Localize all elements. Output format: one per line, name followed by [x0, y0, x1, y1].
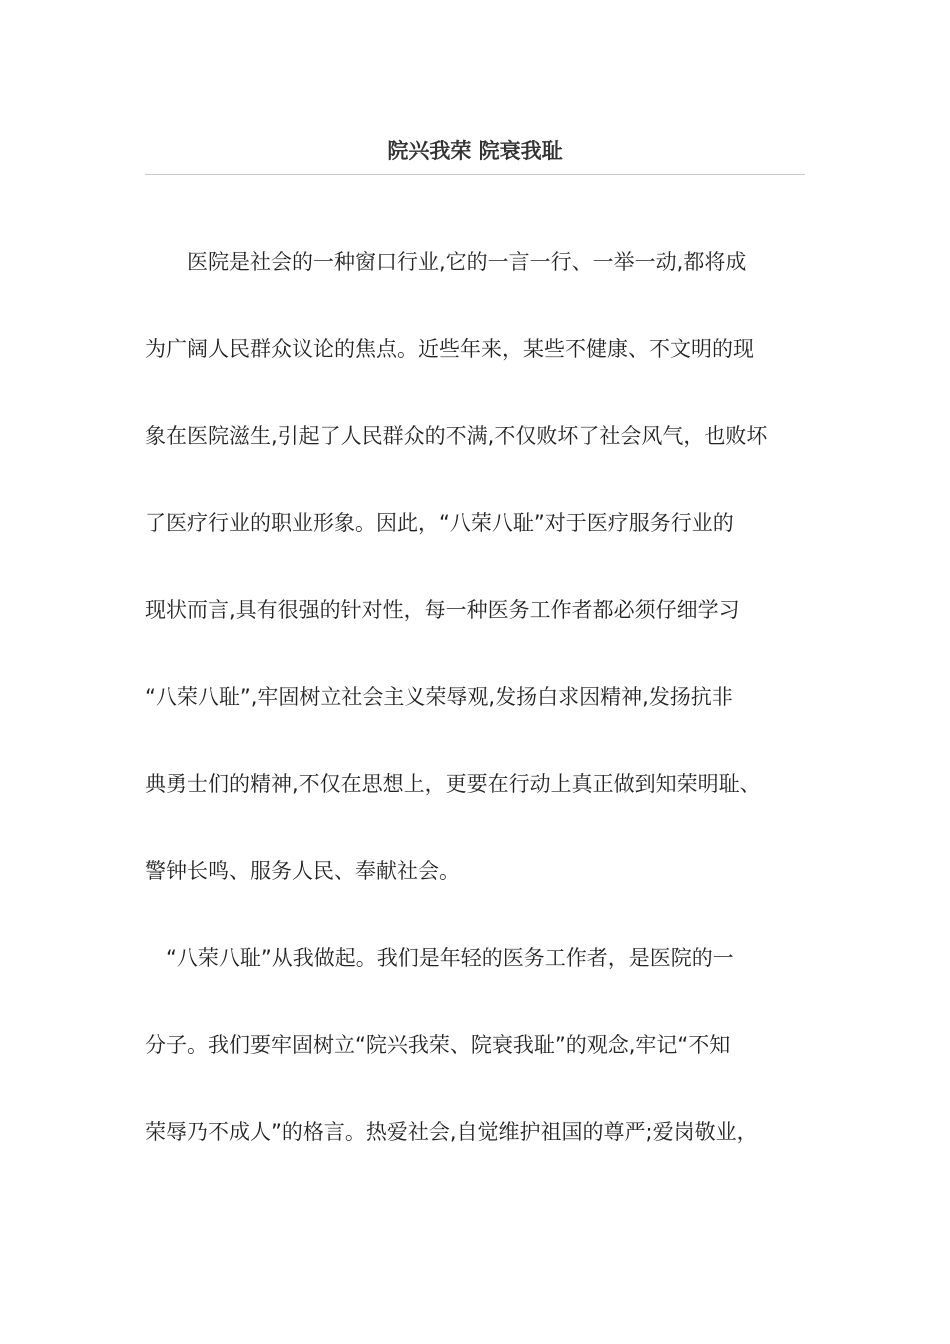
- text-line: “八荣八耻”,牢固树立社会主义荣辱观,发扬白求因精神,发扬抗非: [145, 685, 733, 709]
- text-line: 分子。我们要牢固树立“院兴我荣、院衰我耻”的观念,牢记“不知: [145, 1033, 731, 1057]
- text-line: 医院是社会的一种窗口行业,它的一言一行、一举一动,都将成: [145, 250, 747, 274]
- document-body: [145, 239, 807, 1196]
- text-line: 警钟长鸣、服务人民、奉献社会。: [145, 859, 460, 883]
- text-line: “八荣八耻”从我做起。我们是年轻的医务工作者，是医院的一: [145, 946, 734, 970]
- text-line: 典勇士们的精神,不仅在思想上，更要在行动上真正做到知荣明耻、: [145, 772, 761, 796]
- text-line: 荣辱乃不成人”的格言。热爱社会,自觉维护祖国的尊严;爱岗敬业，: [145, 1120, 758, 1144]
- text-line: 象在医院滋生,引起了人民群众的不满,不仅败坏了社会风气，也败坏: [145, 424, 768, 448]
- text-line: 为广阔人民群众议论的焦点。近些年来，某些不健康、不文明的现: [145, 337, 754, 361]
- document-title: 院兴我荣 院衰我耻: [387, 139, 563, 163]
- title-divider: [145, 174, 805, 175]
- text-line: 现状而言,具有很强的针对性，每一种医务工作者都必须仔细学习: [145, 598, 740, 622]
- text-line: 了医疗行业的职业形象。因此，“八荣八耻”对于医疗服务行业的: [145, 511, 734, 535]
